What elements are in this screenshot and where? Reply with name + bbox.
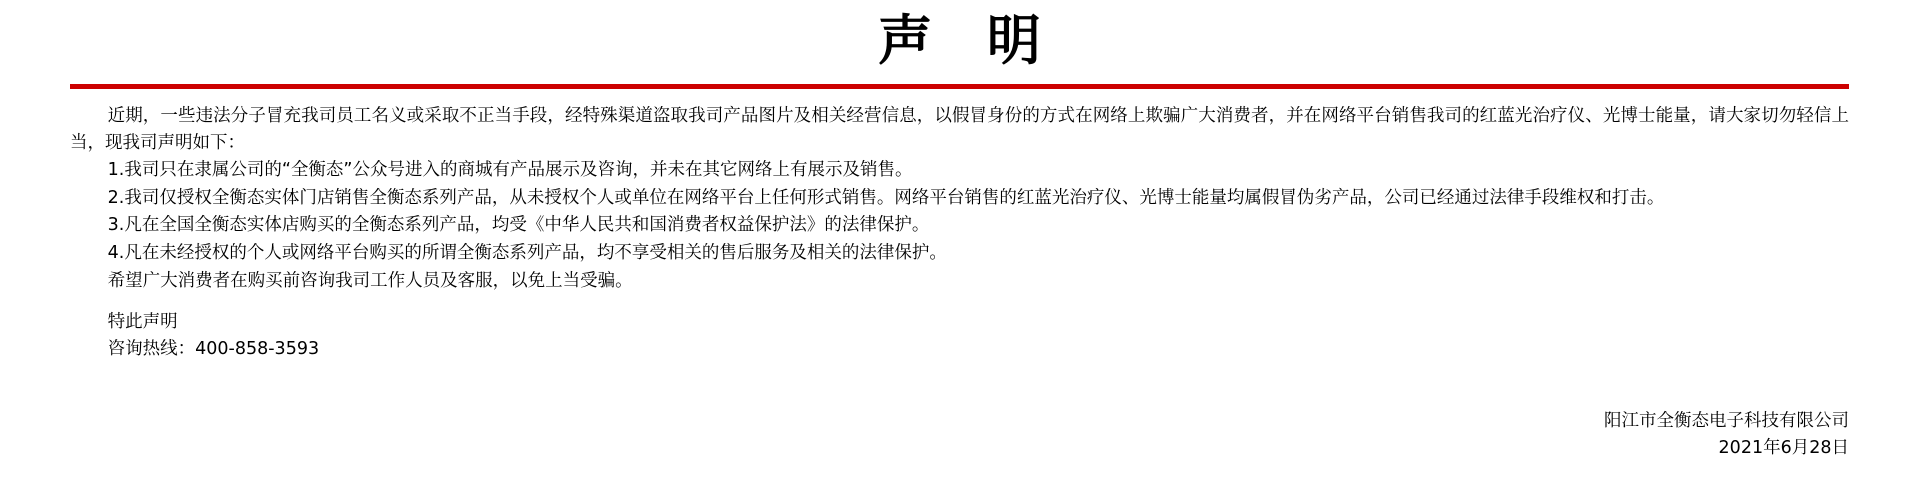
paragraph-item-2: 2.我司仅授权全衡态实体门店销售全衡态系列产品，从未授权个人或单位在网络平台上任何形式销售。网络平台销售的红蓝光治疗仪、光博士能量均属假冒伪劣产品，公司已经通过法律手段维权和打击。	[107, 187, 1665, 208]
page-title: 声 明	[878, 9, 1059, 72]
paragraph-item-1: 1.我司只在隶属公司的“全衡态”公众号进入的商城有产品展示及咨询，并未在其它网络上有展示及销售。	[107, 160, 913, 181]
signature-date: 2021年6月28日	[1718, 437, 1849, 458]
paragraph-item-3: 3.凡在全国全衡态实体店购买的全衡态系列产品，均受《中华人民共和国消费者权益保护法》的法律保护。	[107, 215, 930, 236]
red-divider	[70, 84, 1849, 89]
company-name: 阳江市全衡态电子科技有限公司	[1604, 410, 1849, 431]
closing-statement: 特此声明	[107, 312, 178, 333]
paragraph-item-4: 4.凡在未经授权的个人或网络平台购买的所谓全衡态系列产品，均不享受相关的售后服务及相关的法律保护。	[107, 242, 947, 263]
paragraph-intro: 近期，一些违法分子冒充我司员工名义或采取不正当手段，经特殊渠道盗取我司产品图片及相关经营信息，以假冒身份的方式在网络上欺骗广大消费者，并在网络平台销售我司的红蓝光治疗仪、光博士能量，请大家切勿轻信上当，现我司声明如下：	[70, 106, 1849, 153]
hotline-text: 咨询热线：400-858-3593	[107, 338, 320, 359]
paragraph-advice: 希望广大消费者在购买前咨询我司工作人员及客服，以免上当受骗。	[107, 270, 633, 291]
body-spacer	[70, 295, 1849, 309]
signature-block	[1604, 408, 1849, 462]
document-body	[70, 103, 1849, 362]
